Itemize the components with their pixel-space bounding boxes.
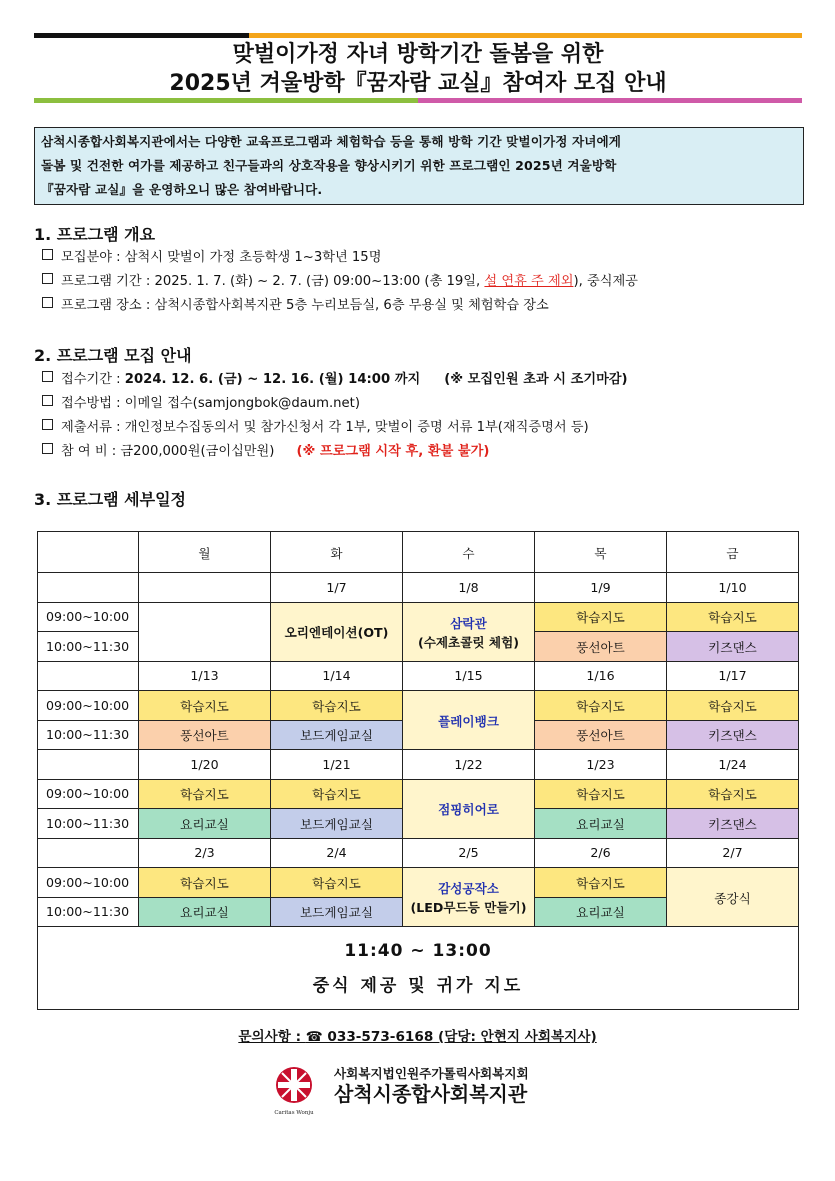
logo-text: Caritas Wonju: [274, 1110, 314, 1116]
orientation-cell: 오리엔테이션(OT): [271, 602, 403, 661]
date-cell: 1/20: [139, 750, 271, 780]
activity-cell: 보드게임교실: [271, 720, 403, 750]
no-refund-note: (※ 프로그램 시작 후, 환불 불가): [296, 444, 490, 459]
activity-cell: 키즈댄스: [667, 632, 799, 662]
lunch-text: 중식 제공 및 귀가 지도: [312, 975, 524, 996]
activity-cell: 요리교실: [139, 897, 271, 927]
date-cell: 1/13: [139, 661, 271, 691]
activity-cell: 학습지도: [535, 868, 667, 898]
contact-line: [0, 1025, 835, 1045]
time-cell: 09:00~10:00: [38, 602, 139, 632]
checkbox-icon: [42, 371, 53, 382]
schedule-table: [37, 531, 799, 1010]
time-cell: 09:00~10:00: [38, 868, 139, 898]
jumping-hero-cell: 점핑히어로: [403, 779, 535, 838]
caritas-logo-icon: [270, 1063, 322, 1117]
time-cell: 10:00~11:30: [38, 720, 139, 750]
activity-cell: 요리교실: [535, 897, 667, 927]
activity-cell: 학습지도: [139, 691, 271, 721]
contact-phone: ☎ 033-573-6168 (담당: 안현지 사회복지사): [305, 1029, 597, 1045]
checkbox-icon: [42, 443, 53, 454]
section1-item2: 프로그램 기간 : 2025. 1. 7. (화) ~ 2. 7. (금) 09:00~13:00 (총 19일, 설 연휴 주 제외), 중식제공: [42, 273, 638, 291]
closing-ceremony-cell: 종강식: [667, 868, 799, 927]
activity-cell: 학습지도: [667, 691, 799, 721]
week2-am1-row: [38, 691, 799, 721]
day-header-row: [38, 532, 799, 573]
checkbox-icon: [42, 419, 53, 430]
time-cell: 10:00~11:30: [38, 632, 139, 662]
activity-cell: 학습지도: [667, 602, 799, 632]
activity-cell: 풍선아트: [535, 720, 667, 750]
activity-cell: 학습지도: [667, 779, 799, 809]
date-cell: 1/23: [535, 750, 667, 780]
section2-item1: 접수기간 : 2024. 12. 6. (금) ~ 12. 16. (월) 14:00 까지 (※ 모집인원 초과 시 조기마감): [42, 371, 628, 389]
holiday-exclusion-note: 설 연휴 주 제외: [484, 274, 574, 289]
section2-item3: 제출서류 : 개인정보수집동의서 및 참가신청서 각 1부, 맞벌이 증명 서류 1부(재직증명서 등): [42, 419, 589, 437]
lunch-row: [38, 927, 799, 1010]
date-cell: 2/6: [535, 838, 667, 868]
date-cell: 1/14: [271, 661, 403, 691]
date-cell: 1/21: [271, 750, 403, 780]
application-period: 2024. 12. 6. (금) ~ 12. 16. (월) 14:00 까지: [124, 372, 421, 387]
section3-title: 3. 프로그램 세부일정: [34, 490, 186, 509]
week1-am1-row: [38, 602, 799, 632]
checkbox-icon: [42, 395, 53, 406]
parent-org-name: 사회복지법인원주가톨릭사회복지회: [334, 1066, 529, 1081]
checkbox-icon: [42, 297, 53, 308]
page-title: [34, 40, 802, 98]
activity-cell: 풍선아트: [535, 632, 667, 662]
title-line1: 맞벌이가정 자녀 방학기간 돌봄을 위한: [232, 42, 604, 67]
checkbox-icon: [42, 273, 53, 284]
date-cell: 1/17: [667, 661, 799, 691]
top-accent-bar: [34, 33, 802, 38]
activity-cell: 학습지도: [535, 691, 667, 721]
intro-box: [34, 127, 804, 205]
checkbox-icon: [42, 249, 53, 260]
activity-cell: 요리교실: [139, 809, 271, 839]
intro-line2: 돌봄 및 건전한 여가를 제공하고 친구들과의 상호작용을 향상시키기 위한 프로그램인 2025년 겨울방학: [41, 158, 617, 173]
time-cell: 09:00~10:00: [38, 779, 139, 809]
samrakgwan-cell: 삼락관 (수제초콜릿 체험): [403, 602, 535, 661]
date-cell: 1/9: [535, 573, 667, 603]
date-cell: 2/7: [667, 838, 799, 868]
date-cell: 1/7: [271, 573, 403, 603]
lunch-cell: [38, 927, 799, 1010]
date-cell: 1/10: [667, 573, 799, 603]
date-cell: 2/5: [403, 838, 535, 868]
date-cell: 1/24: [667, 750, 799, 780]
contact-label: 문의사항 :: [238, 1029, 306, 1045]
section2-title: 2. 프로그램 모집 안내: [34, 346, 192, 365]
empty-cell: [139, 602, 271, 661]
section1-title: 1. 프로그램 개요: [34, 225, 156, 244]
intro-line3: 『꿈자람 교실』을 운영하오니 많은 참여바랍니다.: [41, 182, 323, 197]
time-cell: 09:00~10:00: [38, 691, 139, 721]
day-thu: 목: [535, 532, 667, 573]
day-mon: 월: [139, 532, 271, 573]
activity-cell: 학습지도: [535, 779, 667, 809]
bottom-accent-bar: [34, 98, 802, 103]
date-cell: 2/4: [271, 838, 403, 868]
time-cell: 10:00~11:30: [38, 897, 139, 927]
week2-date-row: [38, 661, 799, 691]
time-cell: 10:00~11:30: [38, 809, 139, 839]
date-cell: 1/22: [403, 750, 535, 780]
section1-item1: 모집분야 : 삼척시 맞벌이 가정 초등학생 1~3학년 15명: [42, 249, 381, 267]
date-cell: 1/16: [535, 661, 667, 691]
section1-item3: 프로그램 장소 : 삼척시종합사회복지관 5층 누리보듬실, 6층 무용실 및 체험학습 장소: [42, 297, 549, 315]
activity-cell: 학습지도: [271, 691, 403, 721]
activity-cell: 학습지도: [139, 868, 271, 898]
week1-date-row: [38, 573, 799, 603]
title-line2: 2025년 겨울방학『꿈자람 교실』참여자 모집 안내: [169, 71, 667, 96]
activity-cell: 키즈댄스: [667, 809, 799, 839]
activity-cell: 보드게임교실: [271, 809, 403, 839]
day-fri: 금: [667, 532, 799, 573]
activity-cell: 풍선아트: [139, 720, 271, 750]
day-wed: 수: [403, 532, 535, 573]
day-tue: 화: [271, 532, 403, 573]
week3-date-row: [38, 750, 799, 780]
playbank-cell: 플레이뱅크: [403, 691, 535, 750]
date-cell: [139, 573, 271, 603]
week4-date-row: [38, 838, 799, 868]
date-cell: 2/3: [139, 838, 271, 868]
section2-item2: 접수방법 : 이메일 접수(samjongbok@daum.net): [42, 395, 360, 413]
activity-cell: 키즈댄스: [667, 720, 799, 750]
date-cell: 1/8: [403, 573, 535, 603]
section2-item4: 참 여 비 : 금200,000원(금이십만원) (※ 프로그램 시작 후, 환불 불가): [42, 443, 489, 461]
lunch-time: 11:40 ~ 13:00: [344, 940, 492, 961]
org-name: 삼척시종합사회복지관: [334, 1082, 528, 1106]
activity-cell: 학습지도: [139, 779, 271, 809]
activity-cell: 학습지도: [535, 602, 667, 632]
activity-cell: 요리교실: [535, 809, 667, 839]
activity-cell: 보드게임교실: [271, 897, 403, 927]
week4-am1-row: [38, 868, 799, 898]
week3-am1-row: [38, 779, 799, 809]
intro-line1: 삼척시종합사회복지관에서는 다양한 교육프로그램과 체험학습 등을 통해 방학 기간 맞벌이가정 자녀에게: [41, 134, 622, 149]
craft-workshop-cell: 감성공작소 (LED무드등 만들기): [403, 868, 535, 927]
date-cell: 1/15: [403, 661, 535, 691]
early-close-note: (※ 모집인원 초과 시 조기마감): [444, 372, 628, 387]
activity-cell: 학습지도: [271, 779, 403, 809]
activity-cell: 학습지도: [271, 868, 403, 898]
